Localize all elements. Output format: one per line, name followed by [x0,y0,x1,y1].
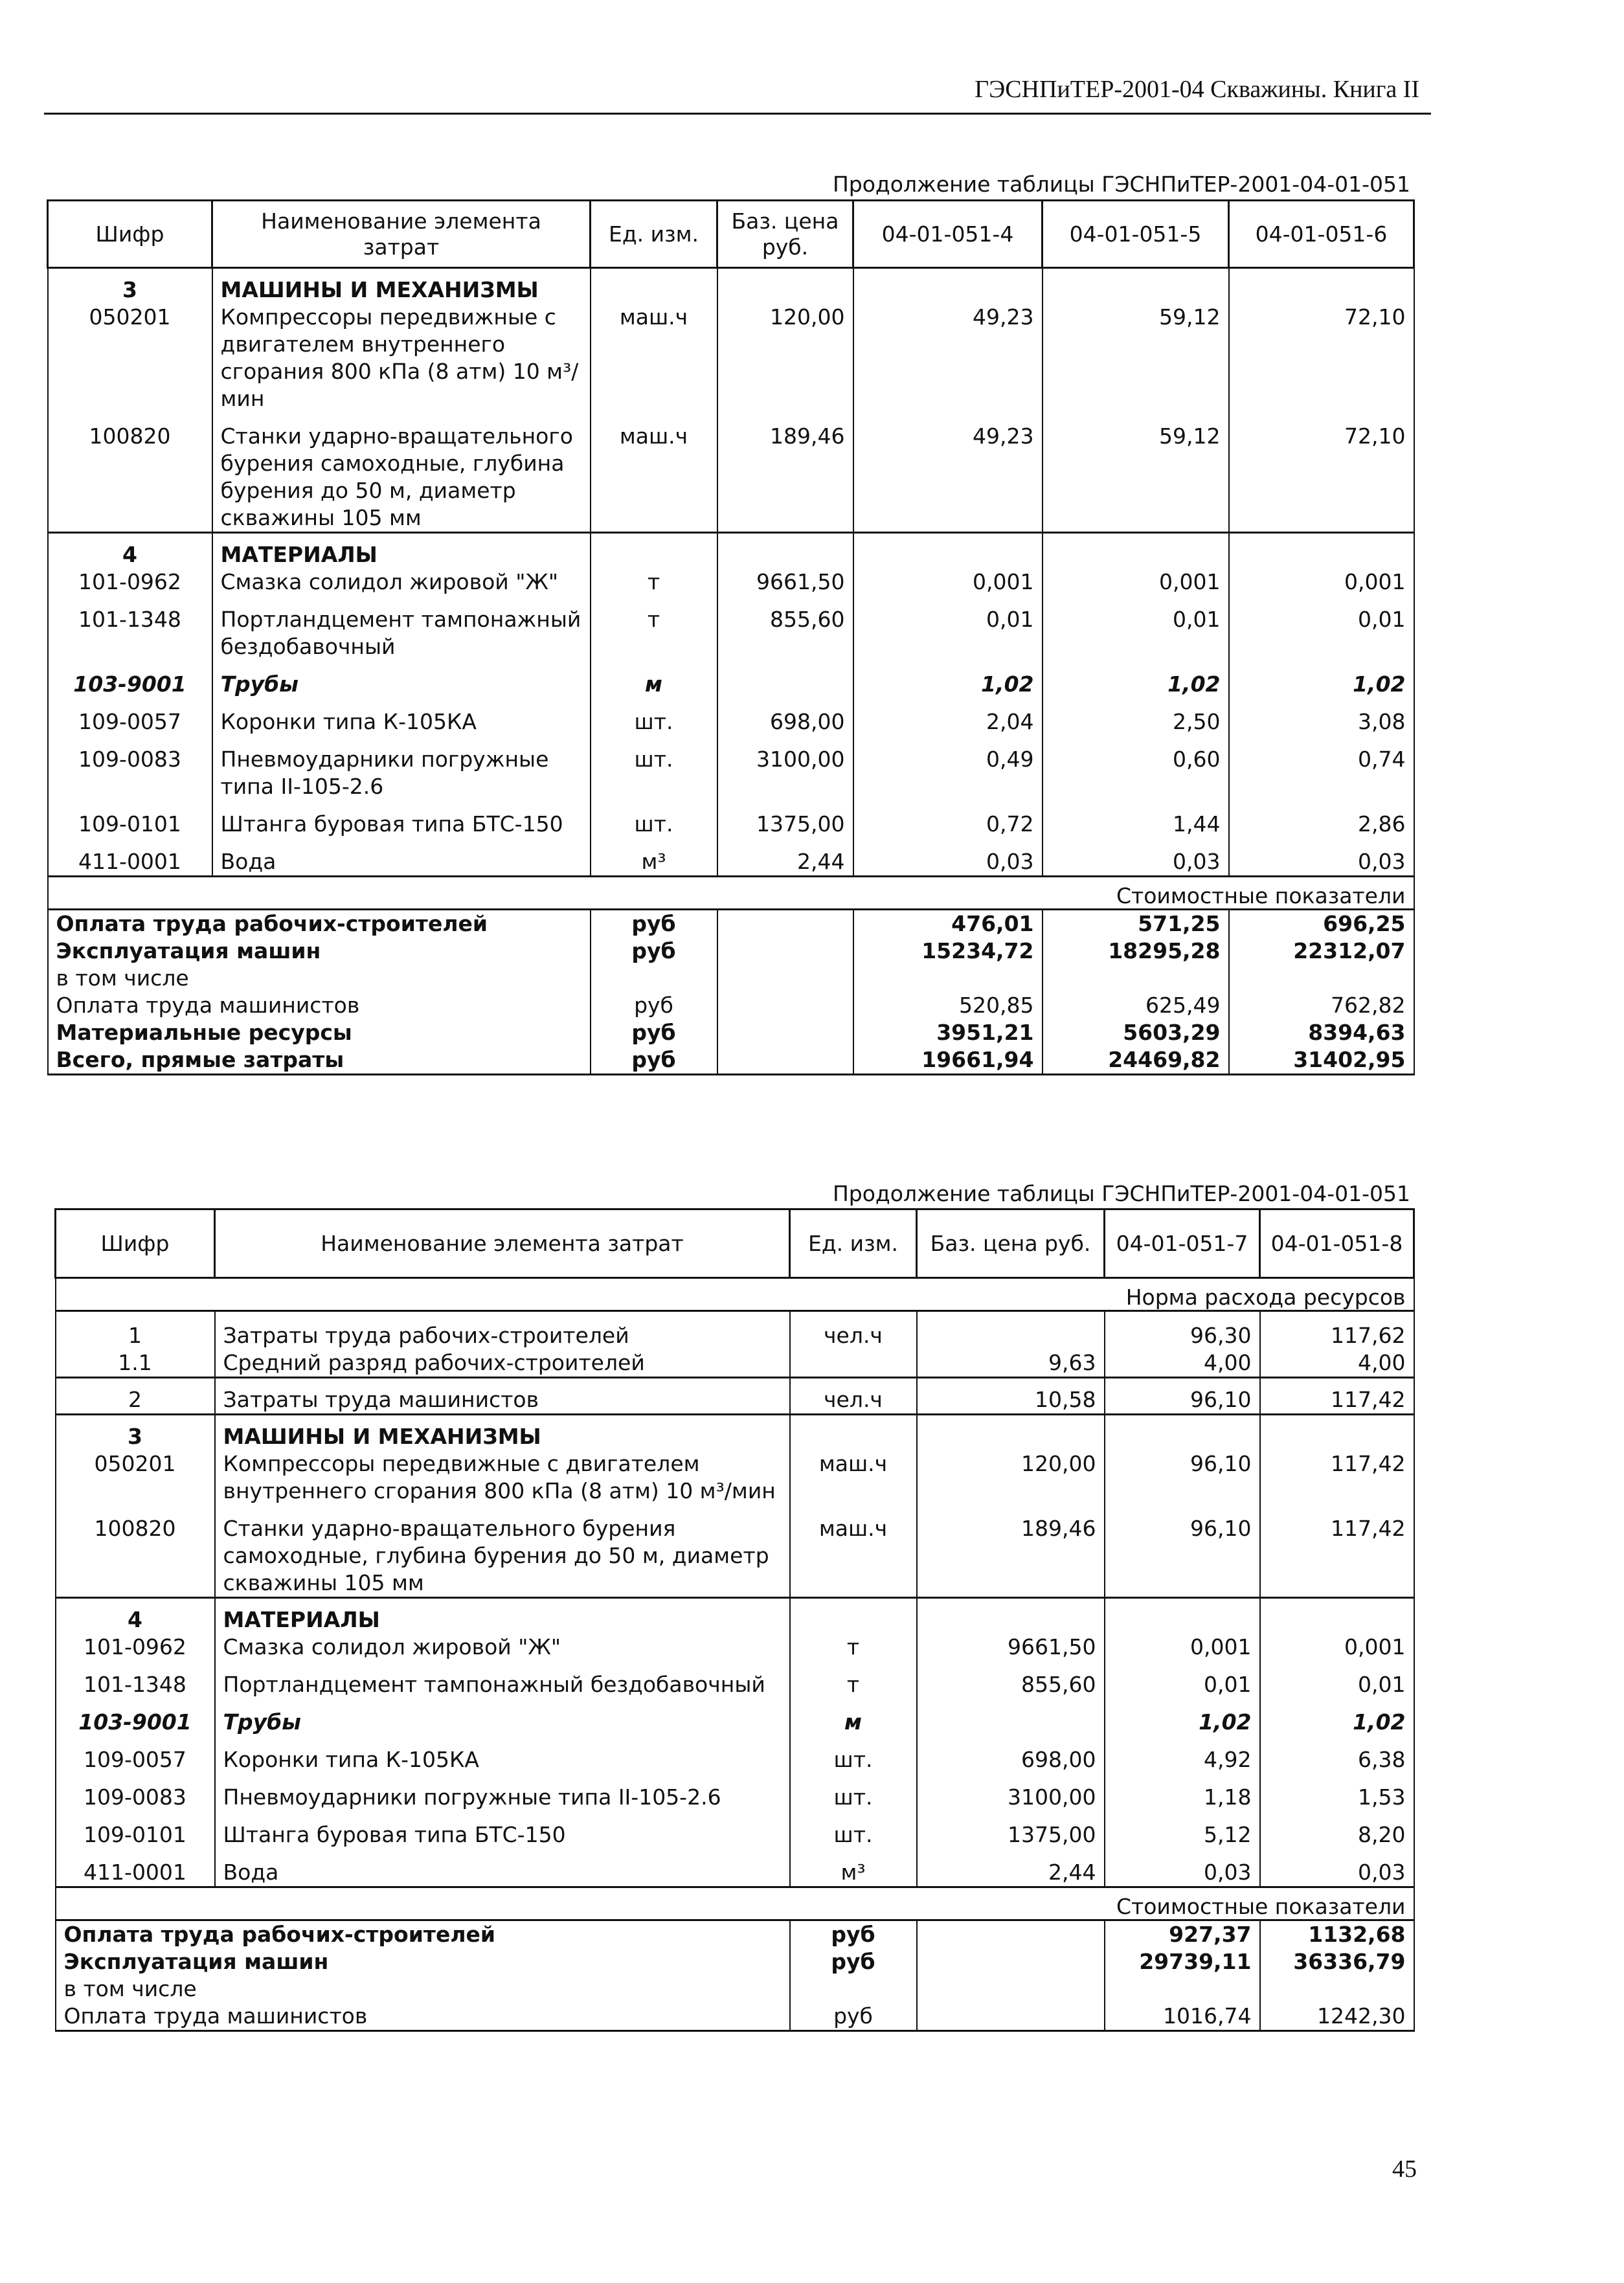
section-heading-row [56,1598,1414,1634]
cell-code: 109-0101 [48,800,212,838]
totals-value: 625,49 [1043,992,1229,1019]
table-row [56,1349,1414,1378]
cell-name: Пневмоударники погружные типа II-105-2.6 [215,1773,790,1811]
cell-rate-value: 0,03 [1229,838,1414,877]
totals-row [56,1975,1414,2003]
empty-cell [1105,1415,1260,1451]
cell-base-price [917,1698,1105,1736]
totals-value [1229,965,1414,992]
cell-code: 1.1 [56,1349,215,1378]
column-header-rate: 04-01-051-4 [853,201,1043,268]
cell-rate-value: 0,03 [1260,1849,1414,1887]
totals-value: 1132,68 [1260,1920,1414,1949]
totals-unit: руб [591,910,717,938]
column-header-name: Наименование элемента затрат [212,201,591,268]
totals-label: в том числе [48,965,591,992]
cell-code: 109-0083 [56,1773,215,1811]
table-row [48,596,1414,660]
cell-unit: м³ [790,1849,917,1887]
cell-name: Портландцемент тампонажный бездобавочный [215,1661,790,1698]
cell-base-price: 9661,50 [717,568,853,596]
norm-band-row [56,1278,1414,1311]
cell-unit: т [591,568,717,596]
cell-base-price: 9661,50 [917,1634,1105,1661]
cell-base-price: 3100,00 [717,736,853,800]
column-header-rate: 04-01-051-7 [1105,1209,1260,1278]
cell-code: 109-0101 [56,1811,215,1849]
totals-label: Эксплуатация машин [48,938,591,965]
cell-rate-value: 49,23 [853,412,1043,533]
cell-name: Смазка солидол жировой "Ж" [212,568,591,596]
cell-rate-value: 5,12 [1105,1811,1260,1849]
totals-value: 3951,21 [853,1019,1043,1046]
cell-code: 109-0057 [56,1736,215,1773]
table-row [48,736,1414,800]
cell-unit: чел.ч [790,1378,917,1415]
totals-value [1043,965,1229,992]
cell-rate-value: 0,74 [1229,736,1414,800]
cell-rate-value: 117,42 [1260,1378,1414,1415]
empty-cell [717,1046,853,1075]
cell-rate-value: 117,62 [1260,1311,1414,1350]
cell-rate-value: 3,08 [1229,698,1414,736]
cell-unit: м [790,1698,917,1736]
cell-rate-value: 1,53 [1260,1773,1414,1811]
cell-unit: шт. [790,1736,917,1773]
empty-cell [917,1948,1105,1975]
empty-cell [717,268,853,304]
cell-unit: маш.ч [591,304,717,412]
section-heading-row [56,1415,1414,1451]
table-row [56,1849,1414,1887]
totals-value: 696,25 [1229,910,1414,938]
cell-rate-value: 49,23 [853,304,1043,412]
empty-cell [591,533,717,569]
column-header-unit: Ед. изм. [790,1209,917,1278]
empty-cell [717,965,853,992]
cell-name: Штанга буровая типа БТС-150 [215,1811,790,1849]
section-title: МАТЕРИАЛЫ [212,533,591,569]
table-row [56,1505,1414,1598]
cell-rate-value: 59,12 [1043,412,1229,533]
empty-cell [1105,1598,1260,1634]
empty-cell [1043,533,1229,569]
empty-cell [917,2003,1105,2031]
cell-base-price: 189,46 [717,412,853,533]
cell-base-price: 10,58 [917,1378,1105,1415]
totals-label: Оплата труда рабочих-строителей [56,1920,790,1949]
section-title: МАШИНЫ И МЕХАНИЗМЫ [215,1415,790,1451]
empty-cell [1260,1598,1414,1634]
section-number: 4 [48,533,212,569]
cell-name: Затраты труда рабочих-строителей [215,1311,790,1350]
cell-code: 100820 [48,412,212,533]
totals-value: 29739,11 [1105,1948,1260,1975]
table-row [56,1378,1414,1415]
cell-name: Штанга буровая типа БТС-150 [212,800,591,838]
totals-row [56,2003,1414,2031]
column-header-rate: 04-01-051-6 [1229,201,1414,268]
table2-body [56,1278,1414,2031]
table-row [48,838,1414,877]
cell-code: 101-0962 [48,568,212,596]
empty-cell [717,1019,853,1046]
empty-cell [717,533,853,569]
empty-cell [1043,268,1229,304]
resource-table-2 [54,1208,1415,2032]
cell-rate-value: 96,10 [1105,1378,1260,1415]
empty-cell [717,992,853,1019]
section-number: 3 [48,268,212,304]
totals-unit: руб [790,1920,917,1949]
cell-rate-value: 1,02 [1043,660,1229,698]
column-header-base-price: Баз. цена руб. [717,201,853,268]
totals-value: 1242,30 [1260,2003,1414,2031]
cell-rate-value: 96,10 [1105,1450,1260,1505]
totals-value: 476,01 [853,910,1043,938]
table-row [48,800,1414,838]
cell-name: Коронки типа К-105КА [215,1736,790,1773]
totals-unit: руб [591,938,717,965]
cell-base-price: 9,63 [917,1349,1105,1378]
column-header-base-price: Баз. цена руб. [917,1209,1105,1278]
totals-label: Оплата труда машинистов [48,992,591,1019]
table-row [56,1773,1414,1811]
totals-value [853,965,1043,992]
cell-rate-value: 2,50 [1043,698,1229,736]
table-row [56,1450,1414,1505]
totals-value: 31402,95 [1229,1046,1414,1075]
cell-unit: шт. [790,1811,917,1849]
cell-rate-value: 0,001 [1229,568,1414,596]
cell-rate-value: 0,001 [1043,568,1229,596]
empty-cell [1229,533,1414,569]
table-row [48,698,1414,736]
cell-rate-value: 59,12 [1043,304,1229,412]
cell-unit: маш.ч [790,1505,917,1598]
cell-base-price: 3100,00 [917,1773,1105,1811]
cell-rate-value: 0,001 [853,568,1043,596]
cell-name: Затраты труда машинистов [215,1378,790,1415]
cell-unit: шт. [591,800,717,838]
cell-code: 103-9001 [56,1698,215,1736]
cell-name: Вода [212,838,591,877]
cell-rate-value: 0,01 [1105,1661,1260,1698]
totals-row [48,910,1414,938]
cell-base-price: 2,44 [917,1849,1105,1887]
table-row [56,1811,1414,1849]
cell-rate-value: 0,01 [1229,596,1414,660]
cell-name: Пневмоударники погружные типа II-105-2.6 [212,736,591,800]
totals-label: Оплата труда рабочих-строителей [48,910,591,938]
totals-value: 24469,82 [1043,1046,1229,1075]
table-row [56,1634,1414,1661]
cell-base-price: 698,00 [917,1736,1105,1773]
cell-rate-value: 4,00 [1260,1349,1414,1378]
section-heading-row [48,268,1414,304]
totals-value: 18295,28 [1043,938,1229,965]
table1-continuation-caption: Продолжение таблицы ГЭСНПиТЕР-2001-04-01-051 [832,172,1410,197]
table-row [56,1661,1414,1698]
cell-name: Смазка солидол жировой "Ж" [215,1634,790,1661]
cell-code: 2 [56,1378,215,1415]
cell-rate-value: 6,38 [1260,1736,1414,1773]
cell-rate-value: 2,04 [853,698,1043,736]
totals-value: 22312,07 [1229,938,1414,965]
cell-code: 109-0057 [48,698,212,736]
cell-code: 101-1348 [48,596,212,660]
table-row [48,304,1414,412]
empty-cell [917,1920,1105,1949]
totals-row [48,938,1414,965]
column-header-name: Наименование элемента затрат [215,1209,790,1278]
empty-cell [591,268,717,304]
totals-value: 5603,29 [1043,1019,1229,1046]
cell-base-price: 2,44 [717,838,853,877]
cell-name: Коронки типа К-105КА [212,698,591,736]
table-row [56,1736,1414,1773]
totals-label: в том числе [56,1975,790,2003]
empty-cell [1260,1415,1414,1451]
column-header-code: Шифр [48,201,212,268]
empty-cell [917,1975,1105,2003]
table-row [56,1311,1414,1350]
totals-value: 927,37 [1105,1920,1260,1949]
empty-cell [717,938,853,965]
totals-row [48,992,1414,1019]
cell-code: 411-0001 [56,1849,215,1887]
cell-rate-value: 4,00 [1105,1349,1260,1378]
totals-unit: руб [591,1046,717,1075]
empty-cell [1229,268,1414,304]
column-header-code: Шифр [56,1209,215,1278]
cell-unit: маш.ч [790,1450,917,1505]
cell-rate-value: 0,01 [1260,1661,1414,1698]
cell-base-price: 855,60 [917,1661,1105,1698]
totals-value: 571,25 [1043,910,1229,938]
totals-value [1105,1975,1260,2003]
cell-unit: м [591,660,717,698]
cell-rate-value: 1,44 [1043,800,1229,838]
cell-unit: шт. [591,698,717,736]
totals-unit: руб [790,2003,917,2031]
empty-cell [917,1598,1105,1634]
cell-code: 411-0001 [48,838,212,877]
table1-body [48,268,1414,1075]
totals-value: 36336,79 [1260,1948,1414,1975]
column-header-rate: 04-01-051-8 [1260,1209,1414,1278]
table-row [48,568,1414,596]
cell-base-price: 698,00 [717,698,853,736]
document-title: ГЭСНПиТЕР-2001-04 Скважины. Книга II [975,76,1419,103]
section-number: 4 [56,1598,215,1634]
cell-rate-value: 1,02 [1260,1698,1414,1736]
cost-band-row [48,877,1414,910]
cell-unit: т [790,1661,917,1698]
cell-unit: шт. [591,736,717,800]
cell-name: Средний разряд рабочих-строителей [215,1349,790,1378]
cell-name: Трубы [215,1698,790,1736]
cell-rate-value: 2,86 [1229,800,1414,838]
cell-base-price: 120,00 [917,1450,1105,1505]
cell-base-price: 189,46 [917,1505,1105,1598]
cell-code: 050201 [48,304,212,412]
cell-base-price: 855,60 [717,596,853,660]
totals-label: Эксплуатация машин [56,1948,790,1975]
empty-cell [853,533,1043,569]
totals-unit: руб [591,992,717,1019]
table-row [48,660,1414,698]
cell-rate-value: 0,03 [1105,1849,1260,1887]
cost-band-row [56,1887,1414,1920]
totals-label: Оплата труда машинистов [56,2003,790,2031]
column-header-unit: Ед. изм. [591,201,717,268]
cell-rate-value: 0,03 [853,838,1043,877]
totals-value: 1016,74 [1105,2003,1260,2031]
cell-rate-value: 72,10 [1229,304,1414,412]
cell-base-price: 1375,00 [717,800,853,838]
cell-name: Вода [215,1849,790,1887]
cell-base-price [717,660,853,698]
page-number: 45 [1392,2155,1417,2183]
cell-unit: маш.ч [591,412,717,533]
cell-rate-value: 0,60 [1043,736,1229,800]
table-row [48,412,1414,533]
totals-value: 520,85 [853,992,1043,1019]
column-header-rate: 04-01-051-5 [1043,201,1229,268]
cell-code: 050201 [56,1450,215,1505]
cell-name: Портландцемент тампонажный бездобавочный [212,596,591,660]
totals-label: Всего, прямые затраты [48,1046,591,1075]
cell-rate-value: 1,18 [1105,1773,1260,1811]
section-number: 3 [56,1415,215,1451]
totals-unit: руб [790,1948,917,1975]
totals-row [56,1920,1414,1949]
cell-code: 109-0083 [48,736,212,800]
cell-unit: чел.ч [790,1311,917,1350]
cell-base-price [917,1311,1105,1350]
cell-rate-value: 117,42 [1260,1450,1414,1505]
cell-code: 100820 [56,1505,215,1598]
cell-name: Станки ударно-вращательного бурения самоходные, глубина бурения до 50 м, диаметр скважины 105 мм [212,412,591,533]
table2-continuation-caption: Продолжение таблицы ГЭСНПиТЕР-2001-04-01-051 [832,1181,1410,1206]
totals-row [48,1046,1414,1075]
cell-rate-value: 96,30 [1105,1311,1260,1350]
cell-rate-value: 8,20 [1260,1811,1414,1849]
cell-name: Трубы [212,660,591,698]
totals-row [56,1948,1414,1975]
resource-table-1 [47,199,1415,1075]
cell-name: Компрессоры передвижные с двигателем внутреннего сгорания 800 кПа (8 атм) 10 м³/мин [212,304,591,412]
cell-unit: т [591,596,717,660]
running-header [44,73,1431,115]
cell-rate-value: 0,72 [853,800,1043,838]
cell-rate-value: 0,001 [1105,1634,1260,1661]
band-label: Стоимостные показатели [56,1887,1414,1920]
table-row [56,1698,1414,1736]
band-label: Стоимостные показатели [48,877,1414,910]
cell-code: 101-0962 [56,1634,215,1661]
empty-cell [717,910,853,938]
totals-label: Материальные ресурсы [48,1019,591,1046]
empty-cell [790,1598,917,1634]
cell-rate-value: 117,42 [1260,1505,1414,1598]
table-header-row [48,201,1414,268]
cell-unit: т [790,1634,917,1661]
cell-base-price: 120,00 [717,304,853,412]
cell-unit: м³ [591,838,717,877]
cell-rate-value: 1,02 [853,660,1043,698]
cell-code: 1 [56,1311,215,1350]
totals-unit [790,1975,917,2003]
cell-rate-value: 4,92 [1105,1736,1260,1773]
empty-cell [917,1415,1105,1451]
totals-value: 8394,63 [1229,1019,1414,1046]
cell-unit [790,1349,917,1378]
totals-value: 19661,94 [853,1046,1043,1075]
cell-code: 101-1348 [56,1661,215,1698]
cell-rate-value: 1,02 [1229,660,1414,698]
empty-cell [853,268,1043,304]
totals-row [48,965,1414,992]
cell-rate-value: 1,02 [1105,1698,1260,1736]
cell-unit: шт. [790,1773,917,1811]
cell-rate-value: 0,01 [853,596,1043,660]
section-heading-row [48,533,1414,569]
cell-base-price: 1375,00 [917,1811,1105,1849]
totals-value: 762,82 [1229,992,1414,1019]
section-title: МАШИНЫ И МЕХАНИЗМЫ [212,268,591,304]
section-title: МАТЕРИАЛЫ [215,1598,790,1634]
cell-rate-value: 0,01 [1043,596,1229,660]
cell-rate-value: 0,49 [853,736,1043,800]
cell-rate-value: 72,10 [1229,412,1414,533]
totals-value: 15234,72 [853,938,1043,965]
cell-rate-value: 96,10 [1105,1505,1260,1598]
cell-rate-value: 0,03 [1043,838,1229,877]
band-label: Норма расхода ресурсов [56,1278,1414,1311]
totals-row [48,1019,1414,1046]
cell-rate-value: 0,001 [1260,1634,1414,1661]
totals-unit [591,965,717,992]
table-header-row [56,1209,1414,1278]
cell-code: 103-9001 [48,660,212,698]
totals-unit: руб [591,1019,717,1046]
cell-name: Компрессоры передвижные с двигателем внутреннего сгорания 800 кПа (8 атм) 10 м³/мин [215,1450,790,1505]
empty-cell [790,1415,917,1451]
cell-name: Станки ударно-вращательного бурения самоходные, глубина бурения до 50 м, диаметр скважины 105 мм [215,1505,790,1598]
totals-value [1260,1975,1414,2003]
